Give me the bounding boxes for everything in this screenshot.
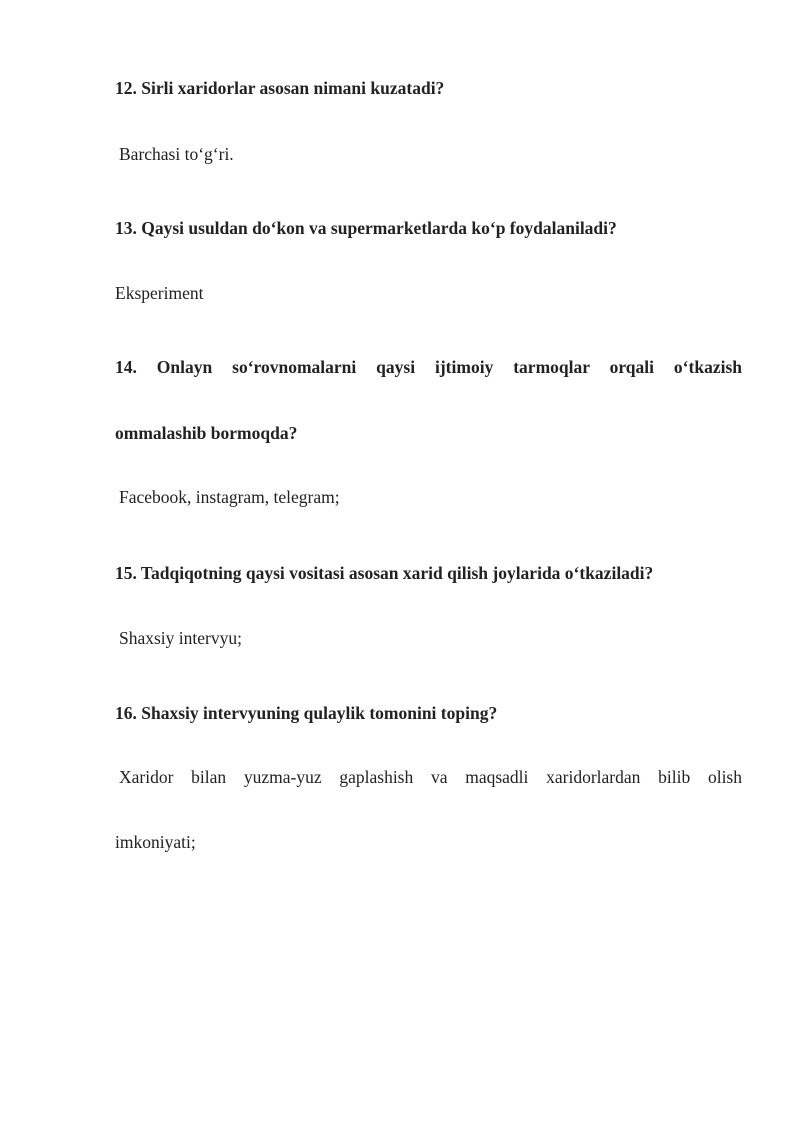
question-14-line-1: 14. Onlayn so‘rovnomalarni qaysi ijtimoiy tarmoqlar orqali o‘tkazish [115, 357, 742, 377]
answer-15: Shaxsiy intervyu; [119, 628, 242, 648]
answer-13: Eksperiment [115, 283, 204, 303]
answer-14: Facebook, instagram, telegram; [119, 487, 340, 507]
question-15: 15. Tadqiqotning qaysi vositasi asosan xarid qilish joylarida o‘tkaziladi? [115, 563, 654, 583]
question-16: 16. Shaxsiy intervyuning qulaylik tomonini toping? [115, 703, 498, 723]
document-page [115, 0, 742, 1131]
question-12: 12. Sirli xaridorlar asosan nimani kuzatadi? [115, 78, 445, 98]
question-14-line-2: ommalashib bormoqda? [115, 423, 298, 443]
answer-12: Barchasi to‘g‘ri. [119, 144, 234, 164]
answer-16-line-2: imkoniyati; [115, 832, 196, 852]
answer-16-line-1: Xaridor bilan yuzma-yuz gaplashish va maqsadli xaridorlardan bilib olish [119, 767, 742, 787]
question-13: 13. Qaysi usuldan do‘kon va supermarketlarda ko‘p foydalaniladi? [115, 218, 617, 238]
